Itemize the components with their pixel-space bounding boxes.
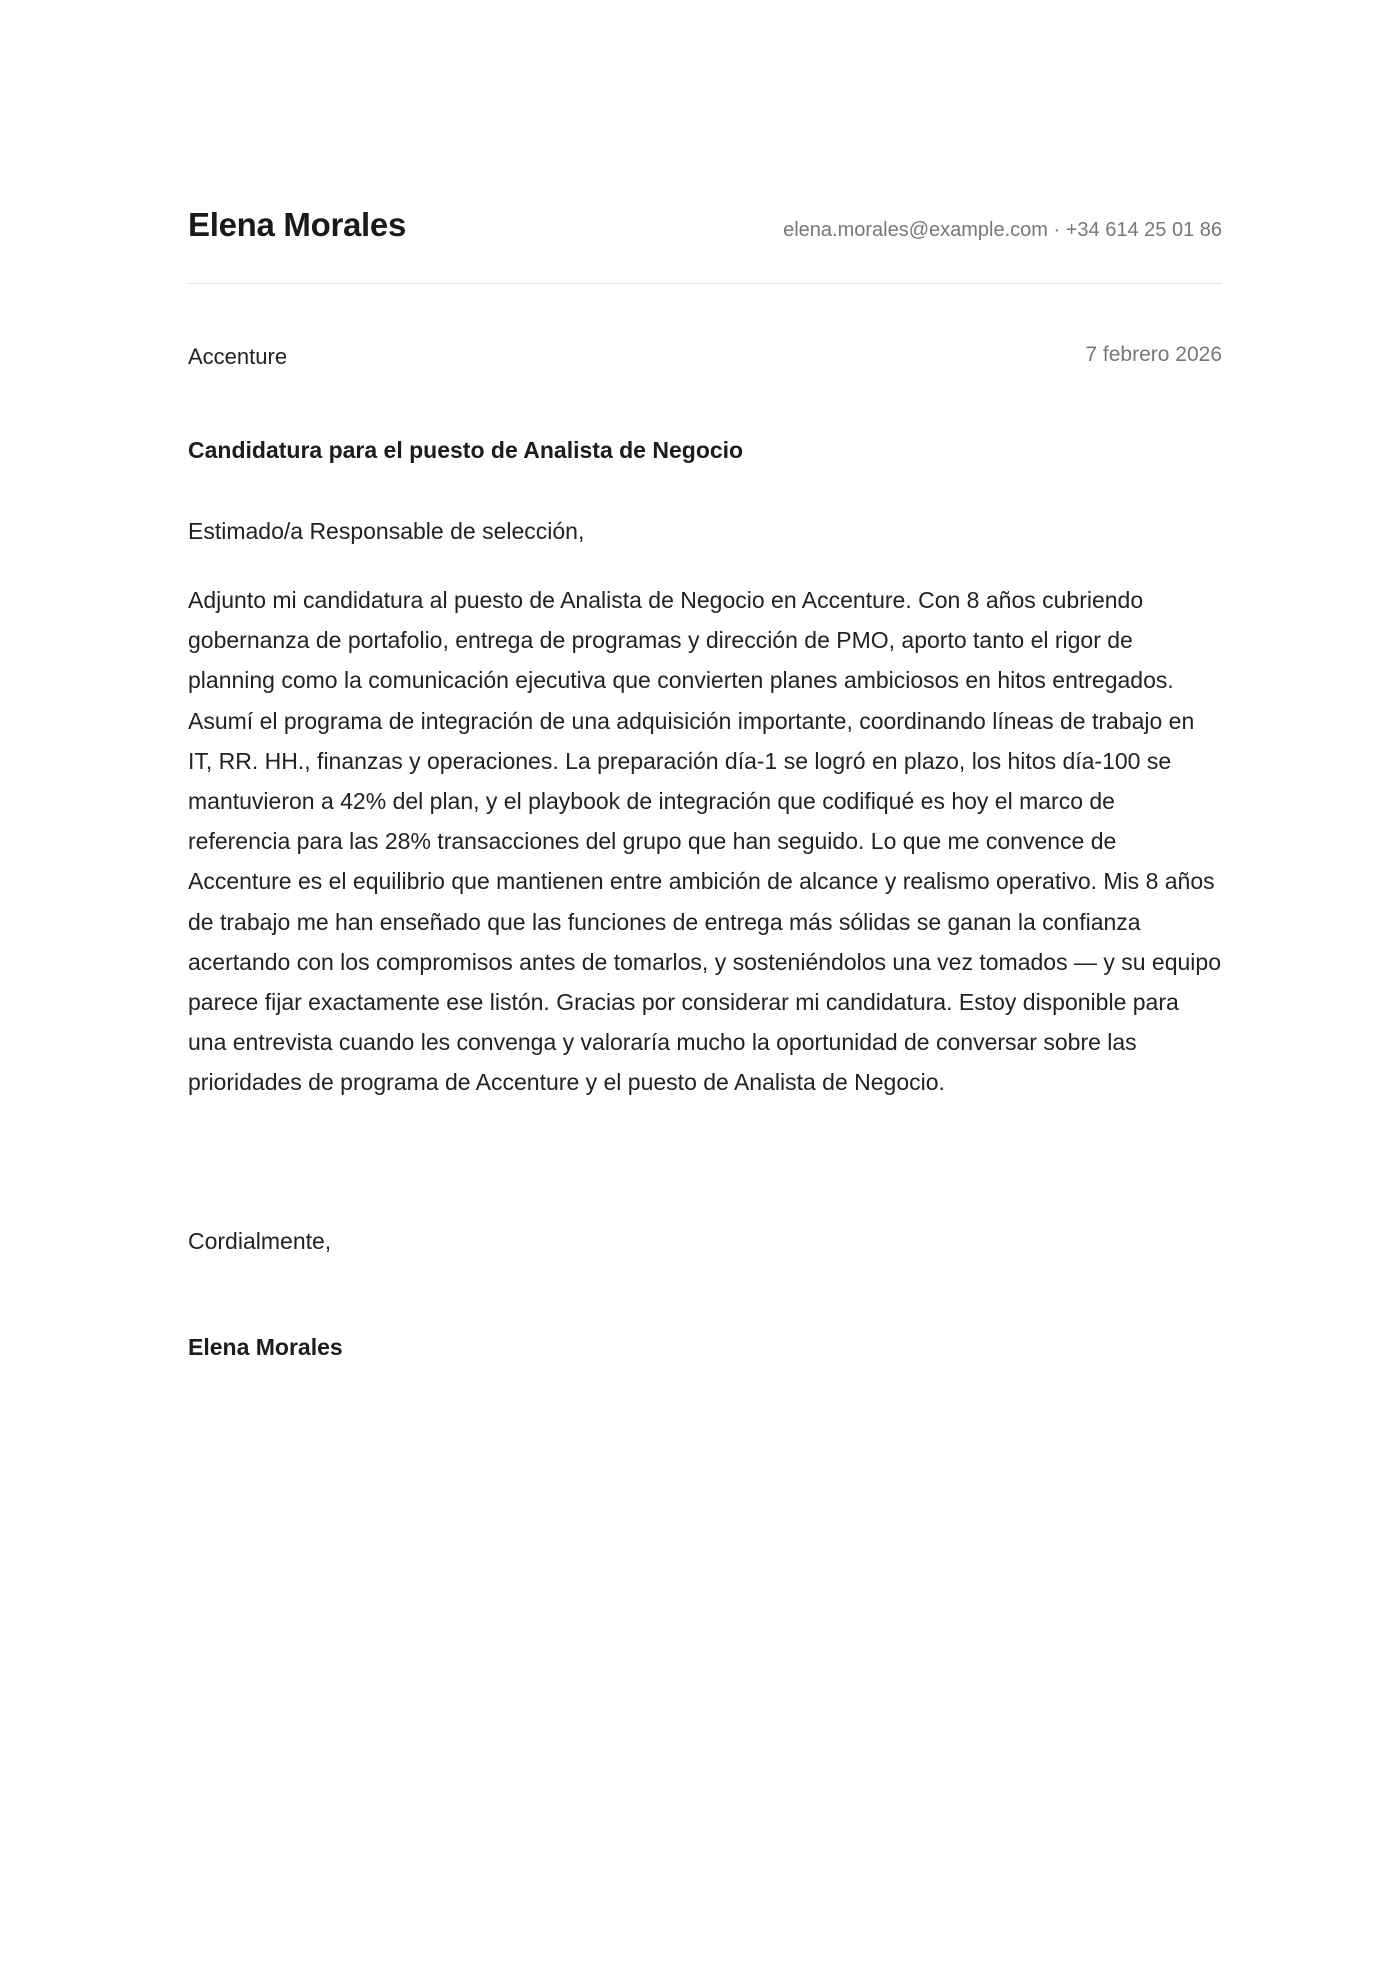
sender-name: Elena Morales [188,206,407,243]
letter-subject: Candidatura para el puesto de Analista de Negocio [188,437,744,463]
letter-date: 7 febrero 2026 [1085,343,1222,366]
letter-body: Adjunto mi candidatura al puesto de Analista de Negocio en Accenture. Con 8 años cubriendo gobernanza de portafolio, entrega de programas y dirección de PMO, aporto tanto el rigor de planning como la comunicación ejecutiva que convierten planes ambiciosos en hitos entregados. Asumí el programa de integración de una adquisición importante, coordinando líneas de trabajo en IT, RR. HH., finanzas y operaciones. La preparación día-1 se logró en plazo, los hitos día-100 se mantuvieron a 42% del plan, y el playbook de integración que codifiqué es hoy el marco de referencia para las 28% transacciones del grupo que han seguido. Lo que me convence de Accenture es el equilibrio que mantienen entre ambición de alcance y realismo operativo. Mis 8 años de trabajo me han enseñado que las funciones de entrega más sólidas se ganan la confianza acertando con los compromisos antes de tomarlos, y sosteniéndolos una vez tomados — y su equipo parece fijar exactamente ese listón. Gracias por considerar mi candidatura. Estoy disponible para una entrevista cuando les convenga y valoraría mucho la oportunidad de conversar sobre las prioridades de programa de Accenture y el puesto de Analista de Negocio. [188,587,1222,1096]
letter-header [188,202,1222,262]
cover-letter-page [188,0,1222,1980]
recipient-company: Accenture [188,344,288,369]
sender-contact: elena.morales@example.com · +34 614 25 01 86 [783,219,1222,241]
signature: Elena Morales [188,1334,343,1360]
header-divider [188,283,1222,284]
salutation: Estimado/a Responsable de selección, [188,518,585,544]
closing: Cordialmente, [188,1228,332,1254]
